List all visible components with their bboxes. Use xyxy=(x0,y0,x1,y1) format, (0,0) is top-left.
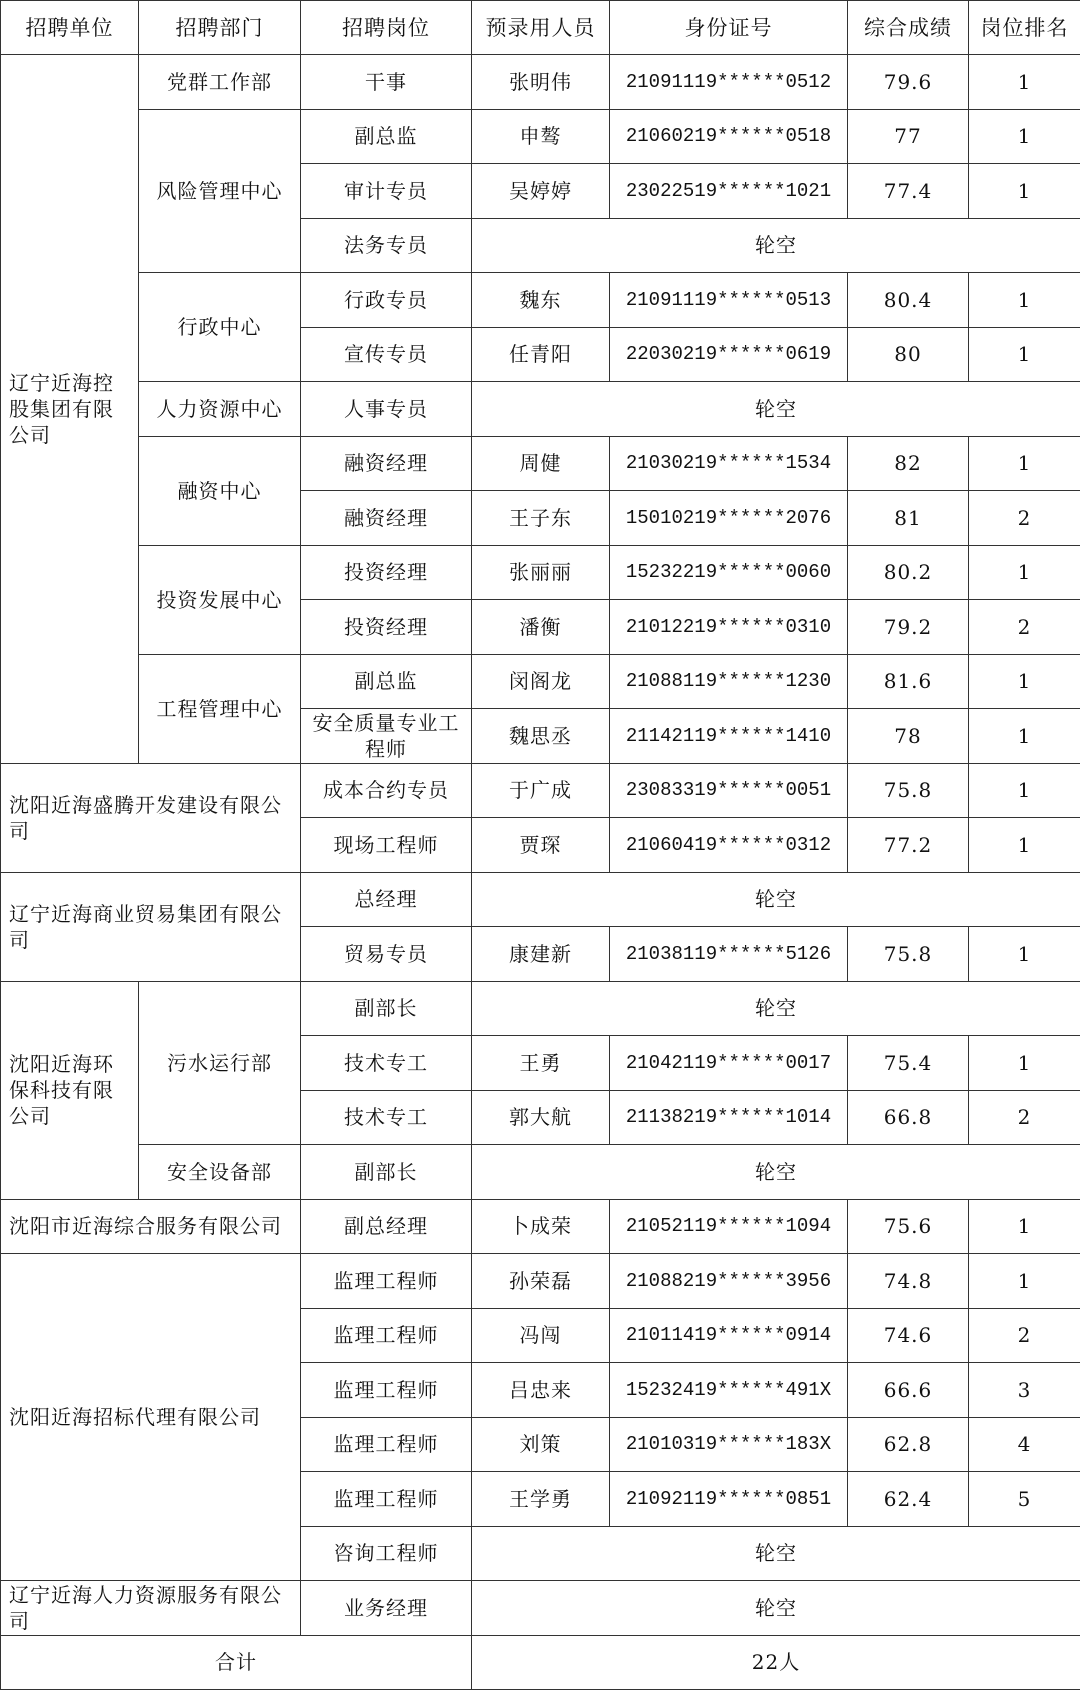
person-cell: 王学勇 xyxy=(472,1472,610,1527)
position-cell: 副总监 xyxy=(301,109,472,164)
score-cell: 75.6 xyxy=(848,1199,969,1254)
header-row xyxy=(1,1,1080,55)
score-cell: 77.2 xyxy=(848,818,969,873)
position-cell: 融资经理 xyxy=(301,436,472,491)
id-number-cell: 21042119******0017 xyxy=(610,1036,848,1091)
rank-cell: 4 xyxy=(969,1417,1080,1472)
rank-cell: 1 xyxy=(969,818,1080,873)
position-cell: 监理工程师 xyxy=(301,1472,472,1527)
id-number-cell: 21088219******3956 xyxy=(610,1254,848,1309)
vacant-cell: 轮空 xyxy=(472,1526,1080,1581)
rank-cell: 3 xyxy=(969,1363,1080,1418)
department-cell: 人力资源中心 xyxy=(139,382,301,437)
position-cell: 法务专员 xyxy=(301,218,472,273)
person-cell: 吕忠来 xyxy=(472,1363,610,1418)
person-cell: 王子东 xyxy=(472,491,610,546)
company-cell: 沈阳市近海综合服务有限公司 xyxy=(1,1199,301,1254)
vacant-cell: 轮空 xyxy=(472,382,1080,437)
id-number-cell: 21091119******0512 xyxy=(610,55,848,110)
rank-cell: 1 xyxy=(969,164,1080,219)
id-number-cell: 21092119******0851 xyxy=(610,1472,848,1527)
id-number-cell: 21142119******1410 xyxy=(610,709,848,764)
position-cell: 副总经理 xyxy=(301,1199,472,1254)
id-number-cell: 21011419******0914 xyxy=(610,1308,848,1363)
score-cell: 80.4 xyxy=(848,273,969,328)
company-cell: 沈阳近海盛腾开发建设有限公司 xyxy=(1,763,301,872)
score-cell: 79.2 xyxy=(848,600,969,655)
position-cell: 监理工程师 xyxy=(301,1308,472,1363)
score-cell: 74.8 xyxy=(848,1254,969,1309)
vacant-cell: 轮空 xyxy=(472,872,1080,927)
rank-cell: 1 xyxy=(969,654,1080,709)
header-rank: 岗位排名 xyxy=(969,1,1080,55)
score-cell: 62.4 xyxy=(848,1472,969,1527)
header-score: 综合成绩 xyxy=(848,1,969,55)
company-cell: 辽宁近海控股集团有限公司 xyxy=(1,55,139,764)
total-value: 22人 xyxy=(472,1635,1080,1690)
table-row xyxy=(1,55,1080,110)
position-cell: 人事专员 xyxy=(301,382,472,437)
header-person: 预录用人员 xyxy=(472,1,610,55)
position-cell: 副部长 xyxy=(301,1145,472,1200)
position-cell: 现场工程师 xyxy=(301,818,472,873)
person-cell: 魏东 xyxy=(472,273,610,328)
rank-cell: 1 xyxy=(969,109,1080,164)
id-number-cell: 21038119******5126 xyxy=(610,927,848,982)
table-row xyxy=(1,981,1080,1036)
department-cell: 融资中心 xyxy=(139,436,301,545)
rank-cell: 1 xyxy=(969,1199,1080,1254)
position-cell: 贸易专员 xyxy=(301,927,472,982)
table-row xyxy=(1,1581,1080,1636)
position-cell: 监理工程师 xyxy=(301,1254,472,1309)
department-cell: 投资发展中心 xyxy=(139,545,301,654)
department-cell: 污水运行部 xyxy=(139,981,301,1145)
vacant-cell: 轮空 xyxy=(472,1581,1080,1636)
id-number-cell: 22030219******0619 xyxy=(610,327,848,382)
score-cell: 80.2 xyxy=(848,545,969,600)
position-cell: 投资经理 xyxy=(301,545,472,600)
position-cell: 业务经理 xyxy=(301,1581,472,1636)
department-cell: 风险管理中心 xyxy=(139,109,301,273)
position-cell: 成本合约专员 xyxy=(301,763,472,818)
person-cell: 王勇 xyxy=(472,1036,610,1091)
department-cell: 安全设备部 xyxy=(139,1145,301,1200)
score-cell: 62.8 xyxy=(848,1417,969,1472)
person-cell: 贾琛 xyxy=(472,818,610,873)
table-row xyxy=(1,1199,1080,1254)
position-cell: 技术专工 xyxy=(301,1090,472,1145)
id-number-cell: 21091119******0513 xyxy=(610,273,848,328)
table-row xyxy=(1,763,1080,818)
id-number-cell: 21052119******1094 xyxy=(610,1199,848,1254)
company-cell: 沈阳近海环保科技有限公司 xyxy=(1,981,139,1199)
header-id-number: 身份证号 xyxy=(610,1,848,55)
id-number-cell: 21088119******1230 xyxy=(610,654,848,709)
score-cell: 74.6 xyxy=(848,1308,969,1363)
table-row xyxy=(1,545,1080,600)
table-body xyxy=(1,55,1080,1636)
header-company: 招聘单位 xyxy=(1,1,139,55)
department-cell: 党群工作部 xyxy=(139,55,301,110)
score-cell: 75.8 xyxy=(848,927,969,982)
person-cell: 冯闯 xyxy=(472,1308,610,1363)
header-department: 招聘部门 xyxy=(139,1,301,55)
rank-cell: 1 xyxy=(969,436,1080,491)
position-cell: 副部长 xyxy=(301,981,472,1036)
position-cell: 投资经理 xyxy=(301,600,472,655)
person-cell: 闵阁龙 xyxy=(472,654,610,709)
vacant-cell: 轮空 xyxy=(472,981,1080,1036)
rank-cell: 1 xyxy=(969,709,1080,764)
rank-cell: 1 xyxy=(969,273,1080,328)
score-cell: 78 xyxy=(848,709,969,764)
total-label: 合计 xyxy=(1,1635,472,1690)
id-number-cell: 23083319******0051 xyxy=(610,763,848,818)
person-cell: 魏思丞 xyxy=(472,709,610,764)
rank-cell: 5 xyxy=(969,1472,1080,1527)
position-cell: 总经理 xyxy=(301,872,472,927)
id-number-cell: 21060219******0518 xyxy=(610,109,848,164)
rank-cell: 1 xyxy=(969,927,1080,982)
table-row xyxy=(1,654,1080,709)
id-number-cell: 21138219******1014 xyxy=(610,1090,848,1145)
rank-cell: 1 xyxy=(969,1036,1080,1091)
rank-cell: 1 xyxy=(969,763,1080,818)
score-cell: 75.4 xyxy=(848,1036,969,1091)
score-cell: 79.6 xyxy=(848,55,969,110)
person-cell: 刘策 xyxy=(472,1417,610,1472)
total-row xyxy=(1,1635,1080,1690)
person-cell: 申骜 xyxy=(472,109,610,164)
id-number-cell: 15010219******2076 xyxy=(610,491,848,546)
person-cell: 潘衡 xyxy=(472,600,610,655)
rank-cell: 1 xyxy=(969,545,1080,600)
rank-cell: 1 xyxy=(969,55,1080,110)
table-row xyxy=(1,109,1080,164)
rank-cell: 2 xyxy=(969,600,1080,655)
score-cell: 66.6 xyxy=(848,1363,969,1418)
company-cell: 沈阳近海招标代理有限公司 xyxy=(1,1254,301,1581)
rank-cell: 2 xyxy=(969,491,1080,546)
person-cell: 周健 xyxy=(472,436,610,491)
table-row xyxy=(1,382,1080,437)
id-number-cell: 21030219******1534 xyxy=(610,436,848,491)
department-cell: 行政中心 xyxy=(139,273,301,382)
score-cell: 80 xyxy=(848,327,969,382)
id-number-cell: 15232219******0060 xyxy=(610,545,848,600)
rank-cell: 1 xyxy=(969,1254,1080,1309)
rank-cell: 2 xyxy=(969,1308,1080,1363)
position-cell: 融资经理 xyxy=(301,491,472,546)
score-cell: 77.4 xyxy=(848,164,969,219)
position-cell: 安全质量专业工程师 xyxy=(301,709,472,764)
table-row xyxy=(1,1254,1080,1309)
person-cell: 郭大航 xyxy=(472,1090,610,1145)
person-cell: 吴婷婷 xyxy=(472,164,610,219)
person-cell: 康建新 xyxy=(472,927,610,982)
person-cell: 任青阳 xyxy=(472,327,610,382)
score-cell: 66.8 xyxy=(848,1090,969,1145)
person-cell: 于广成 xyxy=(472,763,610,818)
table-row xyxy=(1,1145,1080,1200)
score-cell: 81.6 xyxy=(848,654,969,709)
rank-cell: 2 xyxy=(969,1090,1080,1145)
id-number-cell: 23022519******1021 xyxy=(610,164,848,219)
position-cell: 监理工程师 xyxy=(301,1417,472,1472)
table-row xyxy=(1,273,1080,328)
score-cell: 77 xyxy=(848,109,969,164)
score-cell: 82 xyxy=(848,436,969,491)
position-cell: 行政专员 xyxy=(301,273,472,328)
company-cell: 辽宁近海商业贸易集团有限公司 xyxy=(1,872,301,981)
person-cell: 卜成荣 xyxy=(472,1199,610,1254)
table-row xyxy=(1,872,1080,927)
position-cell: 宣传专员 xyxy=(301,327,472,382)
vacant-cell: 轮空 xyxy=(472,1145,1080,1200)
id-number-cell: 21060419******0312 xyxy=(610,818,848,873)
id-number-cell: 21010319******183X xyxy=(610,1417,848,1472)
header-position: 招聘岗位 xyxy=(301,1,472,55)
position-cell: 监理工程师 xyxy=(301,1363,472,1418)
position-cell: 审计专员 xyxy=(301,164,472,219)
score-cell: 81 xyxy=(848,491,969,546)
vacant-cell: 轮空 xyxy=(472,218,1080,273)
position-cell: 干事 xyxy=(301,55,472,110)
rank-cell: 1 xyxy=(969,327,1080,382)
id-number-cell: 21012219******0310 xyxy=(610,600,848,655)
position-cell: 副总监 xyxy=(301,654,472,709)
person-cell: 孙荣磊 xyxy=(472,1254,610,1309)
id-number-cell: 15232419******491X xyxy=(610,1363,848,1418)
position-cell: 咨询工程师 xyxy=(301,1526,472,1581)
score-cell: 75.8 xyxy=(848,763,969,818)
department-cell: 工程管理中心 xyxy=(139,654,301,763)
position-cell: 技术专工 xyxy=(301,1036,472,1091)
table-row xyxy=(1,436,1080,491)
person-cell: 张丽丽 xyxy=(472,545,610,600)
company-cell: 辽宁近海人力资源服务有限公司 xyxy=(1,1581,301,1636)
person-cell: 张明伟 xyxy=(472,55,610,110)
